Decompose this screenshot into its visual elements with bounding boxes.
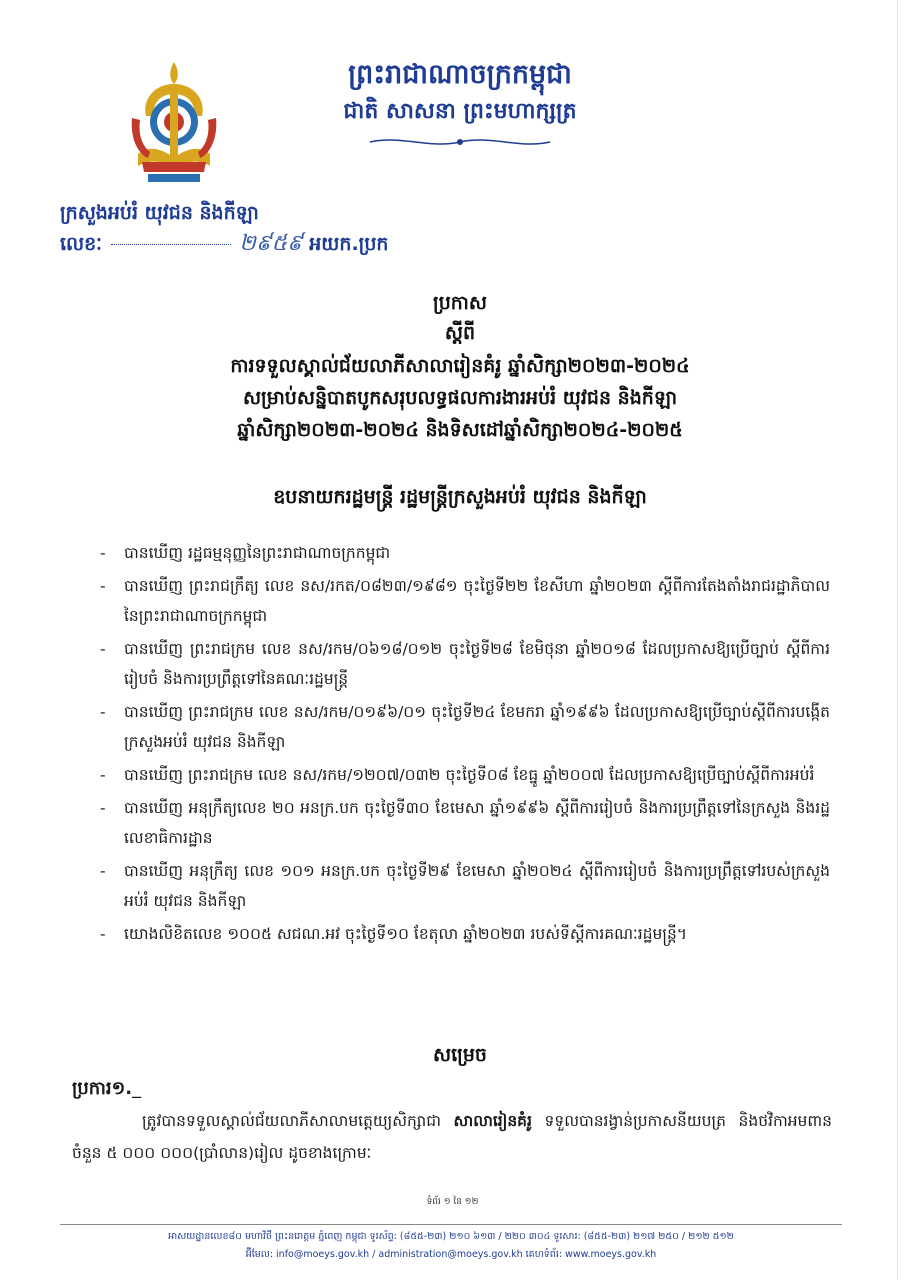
kingdom-header	[300, 55, 620, 153]
subject-line: ការទទួលស្គាល់ជ័យលាភីសាលារៀនគំរូ ឆ្នាំសិក្សា២០២៣-២០២៤	[230, 355, 690, 377]
reference-value: ២៩៥៩	[239, 231, 303, 256]
reference-dotline	[111, 244, 231, 245]
subject-line: សម្រាប់សន្និបាតបូកសរុបលទ្ធផលការងារអប់រំ យុវជន និងកីឡា	[242, 387, 678, 409]
footer	[60, 1228, 842, 1264]
doc-type: ប្រកាស	[433, 292, 487, 314]
consideration-item: - បានឃើញ ព្រះរាជក្រម លេខ នស/រកម/០១៩៦/០១ ចុះថ្ងៃទី២៤ ខែមករា ឆ្នាំ១៩៩៦ ដែលប្រកាសឱ្យប្រើច្បាប់ស្ដីពីការបង្កើតក្រសួងអប់រំ យុវជន និងកីឡា	[100, 703, 830, 751]
consideration-item: - បានឃើញ ព្រះរាជក្រឹត្យ លេខ នស/រកត/០៨២៣/១៩៨១ ចុះថ្ងៃទី២២ ខែសីហា ឆ្នាំ២០២៣ ស្ដីពីការតែងតាំងរាជរដ្ឋាភិបាល នៃព្រះរាជាណាចក្រកម្ពុជា	[100, 577, 830, 625]
concerning-label: ស្ដីពី	[444, 322, 476, 344]
ornament-divider-icon	[360, 135, 560, 149]
consideration-item: - បានឃើញ ព្រះរាជក្រម លេខ នស/រកម/១២០៧/០៣២ ចុះថ្ងៃទី០៨ ខែធ្នូ ឆ្នាំ២០០៧ ដែលប្រកាសឱ្យប្រើច្បាប់ស្ដីពីការអប់រំ	[100, 766, 815, 784]
issuing-authority: ឧបនាយករដ្ឋមន្ត្រី រដ្ឋមន្ត្រីក្រសួងអប់រំ យុវជន និងកីឡា	[273, 486, 647, 508]
footer-contact: អ៊ីមែល: info@moeys.gov.kh / administration@moeys.gov.kh គេហទំព័រ: www.moeys.gov.kh	[245, 1249, 657, 1260]
article-tail: _	[132, 1078, 142, 1099]
document-title	[110, 288, 810, 348]
kingdom-name: ព្រះរាជាណាចក្រកម្ពុជា	[348, 59, 572, 90]
article-number: ប្រការ១.	[72, 1078, 133, 1099]
page-number: ទំព័រ ១ នៃ ១២	[426, 1197, 479, 1207]
ministry-emblem-icon	[124, 58, 224, 188]
footer-divider	[60, 1224, 842, 1225]
ministry-name: ក្រសួងអប់រំ យុវជន និងកីឡា	[60, 202, 259, 224]
reference-number	[60, 228, 388, 260]
document-subject	[110, 350, 810, 446]
decision-heading: សម្រេច	[433, 1044, 487, 1066]
article-body: ត្រូវបានទទួលស្គាល់ជ័យលាភីសាលាមត្តេយ្យសិក្សាជា សាលារៀនគំរូ ទទួលបានរង្វាន់ប្រកាសនីយបត្រ និងថវិកាអមពានចំនួន ៥ ០០០ ០០០(ប្រាំលាន)រៀល ដូចខាងក្រោមៈ	[72, 1112, 832, 1162]
footer-address: អាសយដ្ឋានលេខ៨០ មហាវិថី ព្រះនរោត្តម ភ្នំពេញ កម្ពុជា ទូរស័ព្ទ: (៨៥៥-២៣) ២១០ ៦១៣ / ២២០ ៣០៤ ទូរសារ: (៨៥៥-២៣) ២១៧ ២៥០ / ២១២ ៥១២	[168, 1231, 734, 1242]
reference-label: លេខៈ	[60, 233, 102, 255]
subject-line: ឆ្នាំសិក្សា២០២៣-២០២៤ និងទិសដៅឆ្នាំសិក្សា២០២៤-២០២៥	[237, 419, 683, 441]
article-heading	[72, 1074, 141, 1104]
consideration-item: - បានឃើញ អនុក្រឹត្យ លេខ ១០១ អនក្រ.បក ចុះថ្ងៃទី២៩ ខែមេសា ឆ្នាំ២០២៤ ស្ដីពីការរៀបចំ និងការប្រព្រឹត្តទៅរបស់ក្រសួងអប់រំ យុវជន និងកីឡា	[100, 862, 830, 910]
consideration-item: - បានឃើញ អនុក្រឹត្យលេខ ២០ អនក្រ.បក ចុះថ្ងៃទី៣០ ខែមេសា ឆ្នាំ១៩៩៦ ស្ដីពីការរៀបចំ និងការប្រព្រឹត្តទៅនៃក្រសួង និងរដ្ឋលេខាធិការដ្ឋាន	[100, 799, 830, 847]
model-school-term: សាលារៀនគំរូ	[453, 1112, 532, 1130]
consideration-item: - យោងលិខិតលេខ ១០០៥ សជណ.អវ ចុះថ្ងៃទី១០ ខែតុលា ឆ្នាំ២០២៣ របស់ទីស្ដីការគណៈរដ្ឋមន្ត្រី។	[100, 925, 688, 943]
national-motto: ជាតិ សាសនា ព្រះមហាក្សត្រ	[343, 99, 577, 124]
consideration-item: - បានឃើញ រដ្ឋធម្មនុញ្ញនៃព្រះរាជាណាចក្រកម្ពុជា	[100, 544, 391, 562]
considerations-list	[90, 538, 830, 952]
consideration-item: - បានឃើញ ព្រះរាជក្រម លេខ នស/រកម/០៦១៨/០១២ ចុះថ្ងៃទី២៨ ខែមិថុនា ឆ្នាំ២០១៨ ដែលប្រកាសឱ្យប្រើច្បាប់ ស្ដីពីការរៀបចំ និងការប្រព្រឹត្តទៅនៃគណៈរដ្ឋមន្ត្រី	[100, 640, 830, 688]
reference-suffix: អយក.ប្រក	[309, 233, 389, 255]
